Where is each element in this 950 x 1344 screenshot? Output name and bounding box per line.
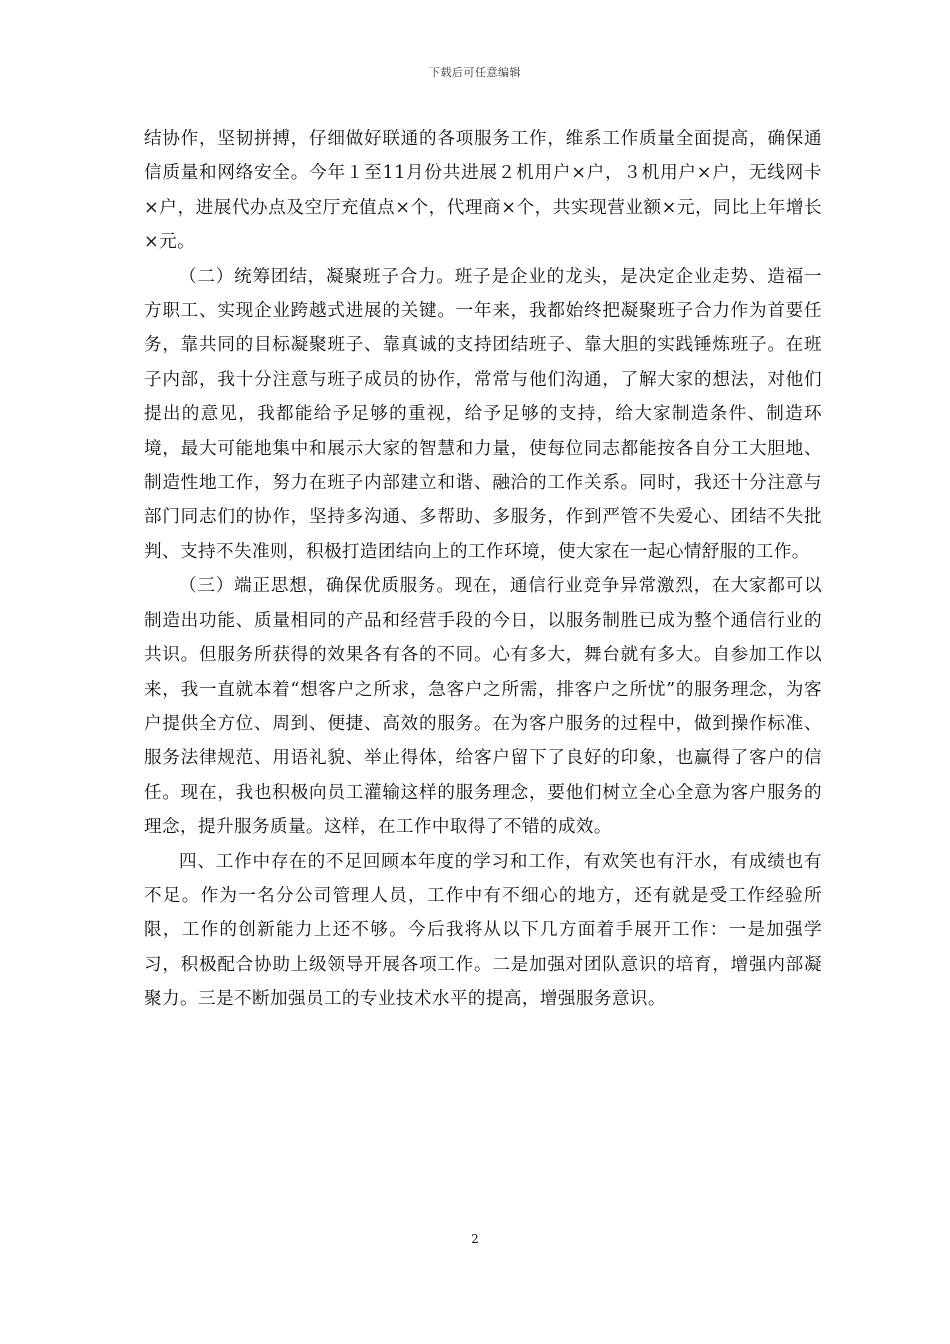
page-header: 下载后可任意编辑 <box>429 66 521 79</box>
paragraph-section-3: （三）端正思想，确保优质服务。现在，通信行业竞争异常激烈，在大家都可以制造出功能、质量相同的产品和经营手段的今日，以服务制胜已成为整个通信行业的共识。但服务所获得的效果各有各的不同。心有多大，舞台就有多大。自参加工作以来，我一直就本着“想客户之所求，急客户之所需，排客户之所忧”的服务理念，为客户提供全方位、周到、便捷、高效的服务。在为客户服务的过程中，做到操作标准、服务法律规范、用语礼貌、举止得体，给客户留下了良好的印象，也赢得了客户的信任。现在，我也积极向员工灌输这样的服务理念，要他们树立全心全意为客户服务的理念，提升服务质量。这样，在工作中取得了不错的成效。 <box>144 576 822 838</box>
document-body <box>144 122 822 1017</box>
paragraph-section-2: （二）统筹团结，凝聚班子合力。班子是企业的龙头，是决定企业走势、造福一方职工、实现企业跨越式进展的关键。一年来，我都始终把凝聚班子合力作为首要任务，靠共同的目标凝聚班子、靠真诚的支持团结班子、靠大胆的实践锤炼班子。在班子内部，我十分注意与班子成员的协作，常常与他们沟通，了解大家的想法，对他们提出的意见，我都能给予足够的重视，给予足够的支持，给大家制造条件、制造环境，最大可能地集中和展示大家的智慧和力量，使每位同志都能按各自分工大胆地、制造性地工作，努力在班子内部建立和谐、融洽的工作关系。同时，我还十分注意与部门同志们的协作，坚持多沟通、多帮助、多服务，作到严管不失爱心、团结不失批判、支持不失准则，积极打造团结向上的工作环境，使大家在一起心情舒服的工作。 <box>144 266 822 562</box>
page-number: 2 <box>471 1232 479 1246</box>
paragraph-continuation: 结协作，坚韧拼搏，仔细做好联通的各项服务工作，维系工作质量全面提高，确保通信质量和网络安全。今年１至11月份共进展２机用户×户，３机用户×户，无线网卡×户，进展代办点及空厅充值点×个，代理商×个，共实现营业额×元，同比上年增长×元。 <box>144 129 822 253</box>
paragraph-section-4: 四、工作中存在的不足回顾本年度的学习和工作，有欢笑也有汗水，有成绩也有不足。作为一名分公司管理人员，工作中有不细心的地方，还有就是受工作经验所限，工作的创新能力上还不够。今后我将从以下几方面着手展开工作：一是加强学习，积极配合协助上级领导开展各项工作。二是加强对团队意识的培育，增强内部凝聚力。三是不断加强员工的专业技术水平的提高，增强服务意识。 <box>144 851 822 1010</box>
